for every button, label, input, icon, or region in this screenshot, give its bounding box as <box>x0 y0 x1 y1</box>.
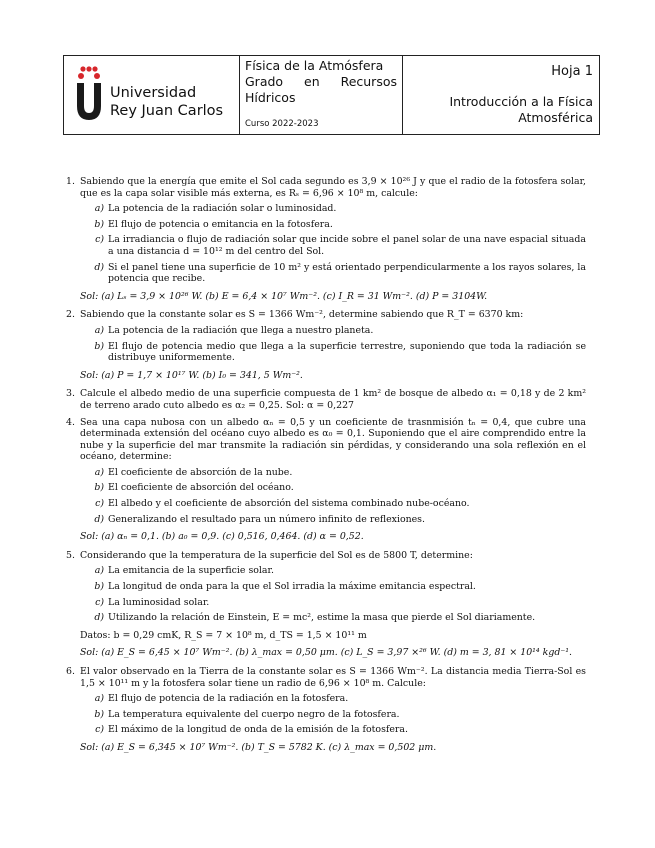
problem-solution: Sol: (a) E_S = 6,345 × 10⁷ Wm⁻². (b) T_S = 5782 K. (c) λ_max = 0,502 μm. <box>80 741 437 753</box>
problem-number: 2. <box>66 309 75 321</box>
problem-statement: Sea una capa nubosa con un albedo αₙ = 0,5 y un coeficiente de trasnmisión tₙ = 0,4, que cubre una determinada extensión del océano cuyo albedo es α₀ = 0,1. Suponiendo que el aire comprendido entre la nube y la superficie del mar transmite la radiación sin pérdidas, y considerando una sola reflexión en el océano, determine: <box>80 416 586 463</box>
problem-item <box>80 597 586 609</box>
problem-item <box>80 482 586 494</box>
problem-number: 6. <box>66 666 75 677</box>
item-text: Generalizando el resultado para un número infinito de reflexiones. <box>108 513 425 525</box>
problem-item <box>80 724 586 736</box>
problem-item <box>80 467 586 479</box>
problem-number: 5. <box>66 549 75 561</box>
item-label: a) <box>94 693 104 705</box>
problem-list <box>66 176 586 761</box>
item-label: b) <box>94 708 104 720</box>
degree-line-2: Hídricos <box>245 90 296 105</box>
problem-item <box>80 612 586 624</box>
problem <box>66 550 586 661</box>
problem-item <box>80 498 586 510</box>
university-name: Universidad Rey Juan Carlos <box>110 85 224 119</box>
problem-item <box>80 341 586 364</box>
item-text: La luminosidad solar. <box>108 596 210 608</box>
item-label: d) <box>94 612 104 624</box>
problem-item <box>80 219 586 231</box>
item-text: El máximo de la longitud de onda de la emisión de la fotosfera. <box>108 724 408 736</box>
problem-item <box>80 581 586 593</box>
problem <box>66 666 586 756</box>
item-text: El flujo de potencia de la radiación en la fotosfera. <box>108 693 349 705</box>
problem-number: 4. <box>66 416 75 428</box>
problem-item <box>80 325 586 337</box>
item-text: Si el panel tiene una superficie de 10 m² y está orientado perpendicularmente a los rayos solares, la potencia que recibe. <box>108 261 586 285</box>
item-text: Utilizando la relación de Einstein, E = mc², estime la masa que pierde el Sol diariamente. <box>108 612 536 624</box>
problem-item <box>80 203 586 215</box>
item-text: El coeficiente de absorción de la nube. <box>108 466 293 478</box>
problem-solution: Sol: (a) αₙ = 0,1. (b) a₀ = 0,9. (c) 0,516, 0,464. (d) α = 0,52. <box>80 531 364 543</box>
problem-item <box>80 565 586 577</box>
item-label: b) <box>94 340 104 352</box>
item-label: c) <box>95 498 104 510</box>
item-text: La potencia de la radiación solar o luminosidad. <box>108 203 337 215</box>
problem-item <box>80 262 586 285</box>
item-label: a) <box>94 466 104 478</box>
topic-title: Introducción a la Física Atmosférica <box>449 94 593 125</box>
problem-statement: Considerando que la temperatura de la superficie del Sol es de 5800 T, determine: <box>80 549 473 561</box>
item-text: El albedo y el coeficiente de absorción del sistema combinado nube-océano. <box>108 498 470 510</box>
item-label: b) <box>94 581 104 593</box>
problem-body <box>80 388 586 411</box>
degree-line: Grado en Recursos <box>245 74 397 89</box>
item-label: d) <box>94 261 104 273</box>
problem <box>66 309 586 383</box>
item-text: La potencia de la radiación que llega a nuestro planeta. <box>108 324 374 336</box>
item-text: El coeficiente de absorción del océano. <box>108 482 294 494</box>
problem-body <box>80 666 586 756</box>
problem-data: Datos: b = 0,29 cmK, R_S = 7 × 10⁸ m, d_TS = 1,5 × 10¹¹ m <box>80 629 367 641</box>
item-label: a) <box>94 203 104 215</box>
item-label: c) <box>95 724 104 736</box>
item-label: a) <box>94 565 104 577</box>
item-text: El flujo de potencia medio que llega a la superficie terrestre, suponiendo que toda la radiación se distribuye uniformemente. <box>108 340 586 364</box>
problem-statement: Sabiendo que la energía que emite el Sol cada segundo es 3,9 × 10²⁶ J y que el radio de la fotosfera solar, que es la capa solar visible más externa, es Rₛ = 6,96 × 10⁸ m, calcule: <box>80 176 586 199</box>
problem <box>66 417 586 545</box>
problem-body <box>80 176 586 304</box>
problem-solution: Sol: (a) E_S = 6,45 × 10⁷ Wm⁻². (b) λ_max = 0,50 μm. (c) L_S = 3,97 ×²⁶ W. (d) m = 3, 81 × 10¹⁴ kgd⁻¹. <box>80 647 573 659</box>
course-year: Curso 2022-2023 <box>245 119 319 129</box>
problem-number: 1. <box>66 176 75 187</box>
problem-item <box>80 234 586 257</box>
sheet-block <box>403 56 599 134</box>
sheet-number: Hoja 1 <box>551 64 593 79</box>
problem-statement: El valor observado en la Tierra de la constante solar es S = 1366 Wm⁻². La distancia media Tierra-Sol es 1,5 × 10¹¹ m y la fotosfera solar tiene un radio de 6,96 × 10⁸ m. Calcule: <box>80 666 586 689</box>
problem-solution: Sol: (a) Lₛ = 3,9 × 10²⁶ W. (b) E = 6,4 × 10⁷ Wm⁻². (c) I_R = 31 Wm⁻². (d) P = 3104W. <box>80 290 488 302</box>
problem-statement: Sabiendo que la constante solar es S = 1366 Wm⁻², determine sabiendo que R_T = 6370 km: <box>80 309 524 321</box>
item-text: La emitancia de la superficie solar. <box>108 565 274 577</box>
problem <box>66 388 586 411</box>
problem-item <box>80 709 586 721</box>
subject-block <box>240 56 403 134</box>
document-header <box>63 55 600 135</box>
problem-body <box>80 309 586 383</box>
item-label: b) <box>94 482 104 494</box>
problem-statement: Calcule el albedo medio de una superficie compuesta de 1 km² de bosque de albedo α₁ = 0,18 y de 2 km² de terreno arado cuto albedo es α₂ = 0,25. Sol: α = 0,227 <box>80 388 586 411</box>
university-logo <box>64 56 240 134</box>
item-label: d) <box>94 513 104 525</box>
item-text: La longitud de onda para la que el Sol irradia la máxime emitancia espectral. <box>108 581 476 593</box>
urjc-logo-icon <box>74 66 104 126</box>
problem-body <box>80 550 586 661</box>
item-text: El flujo de potencia o emitancia en la fotosfera. <box>108 218 333 230</box>
item-text: La irradiancia o flujo de radiación solar que incide sobre el panel solar de una nave espacial situada a una distancia d = 10¹² m del centro del Sol. <box>108 234 586 257</box>
item-label: a) <box>94 324 104 336</box>
item-label: c) <box>95 596 104 608</box>
problem-item <box>80 514 586 526</box>
problem-solution: Sol: (a) P = 1,7 × 10¹⁷ W. (b) I₀ = 341, 5 Wm⁻². <box>80 369 303 381</box>
problem-item <box>80 693 586 705</box>
subject-title: Física de la Atmósfera <box>245 58 384 73</box>
problem-body <box>80 417 586 545</box>
problem-number: 3. <box>66 388 75 400</box>
item-text: La temperatura equivalente del cuerpo negro de la fotosfera. <box>108 708 400 720</box>
item-label: c) <box>95 234 104 246</box>
problem <box>66 176 586 304</box>
item-label: b) <box>94 218 104 230</box>
